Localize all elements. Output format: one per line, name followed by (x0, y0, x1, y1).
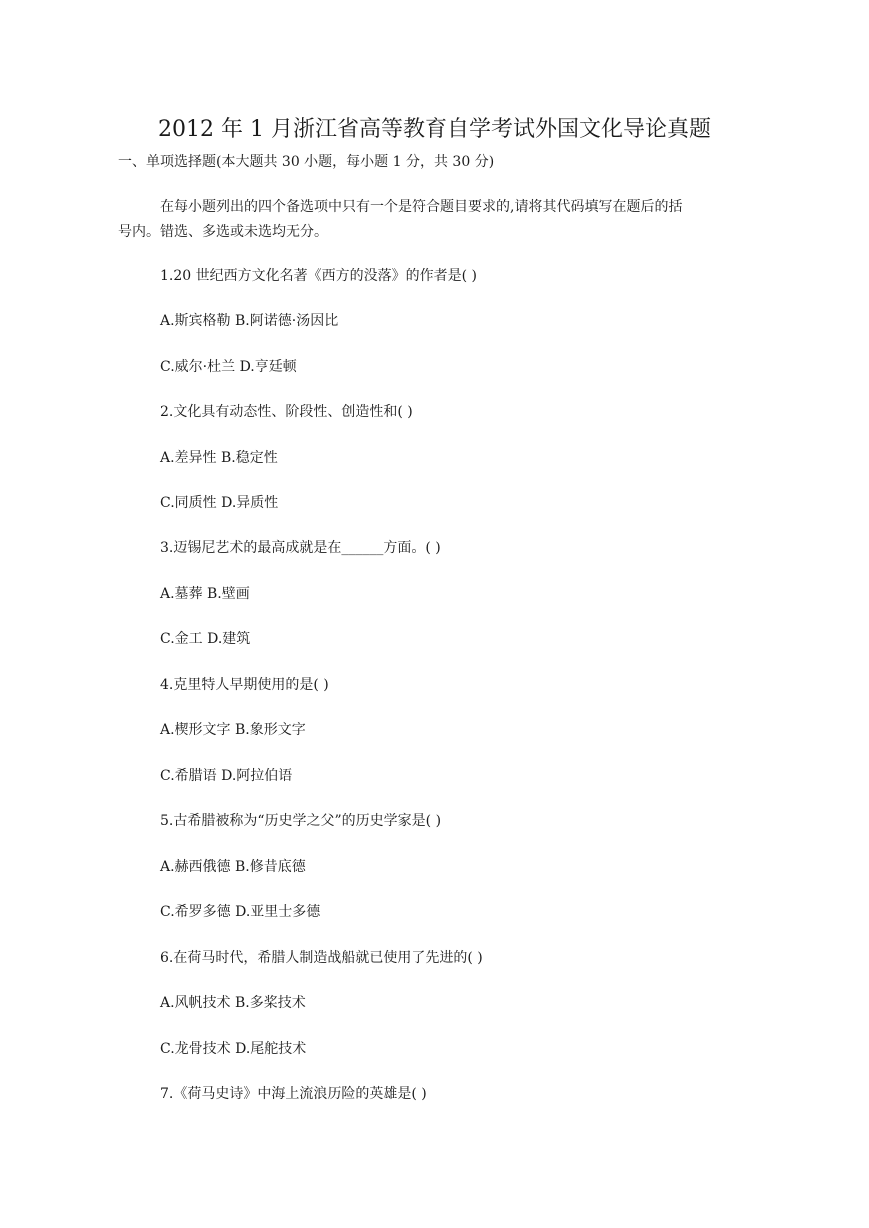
question-3-options-ab: A.墓葬 B.壁画 (160, 586, 250, 602)
question-1: 1.20 世纪西方文化名著《西方的没落》的作者是( ) (160, 268, 477, 284)
question-1-options-cd: C.威尔·杜兰 D.亨廷顿 (160, 359, 297, 375)
question-7: 7.《荷马史诗》中海上流浪历险的英雄是( ) (160, 1086, 427, 1102)
instructions-line-2: 号内。错选、多选或未选均无分。 (118, 224, 328, 240)
question-6-options-ab: A.风帆技术 B.多桨技术 (160, 995, 306, 1011)
question-5: 5.古希腊被称为“历史学之父”的历史学家是( ) (160, 813, 442, 829)
question-2-options-ab: A.差异性 B.稳定性 (160, 450, 278, 466)
question-4-options-cd: C.希腊语 D.阿拉伯语 (160, 768, 293, 784)
instructions-line-1: 在每小题列出的四个备选项中只有一个是符合题目要求的,请将其代码填写在题后的括 (160, 199, 683, 215)
question-3: 3.迈锡尼艺术的最高成就是在______方面。( ) (160, 540, 441, 556)
document-title: 2012 年 1 月浙江省高等教育自学考试外国文化导论真题 (158, 117, 711, 142)
question-2-options-cd: C.同质性 D.异质性 (160, 495, 279, 511)
section-heading: 一、单项选择题(本大题共 30 小题，每小题 1 分，共 30 分) (118, 154, 495, 170)
question-1-options-ab: A.斯宾格勒 B.阿诺德·汤因比 (160, 313, 339, 329)
question-6: 6.在荷马时代，希腊人制造战船就已使用了先进的( ) (160, 950, 483, 966)
question-3-options-cd: C.金工 D.建筑 (160, 631, 251, 647)
question-2: 2.文化具有动态性、阶段性、创造性和( ) (160, 404, 413, 420)
question-4-options-ab: A.楔形文字 B.象形文字 (160, 722, 306, 738)
question-5-options-ab: A.赫西俄德 B.修昔底德 (160, 859, 306, 875)
question-5-options-cd: C.希罗多德 D.亚里士多德 (160, 904, 321, 920)
question-6-options-cd: C.龙骨技术 D.尾舵技术 (160, 1041, 307, 1057)
question-4: 4.克里特人早期使用的是( ) (160, 677, 329, 693)
